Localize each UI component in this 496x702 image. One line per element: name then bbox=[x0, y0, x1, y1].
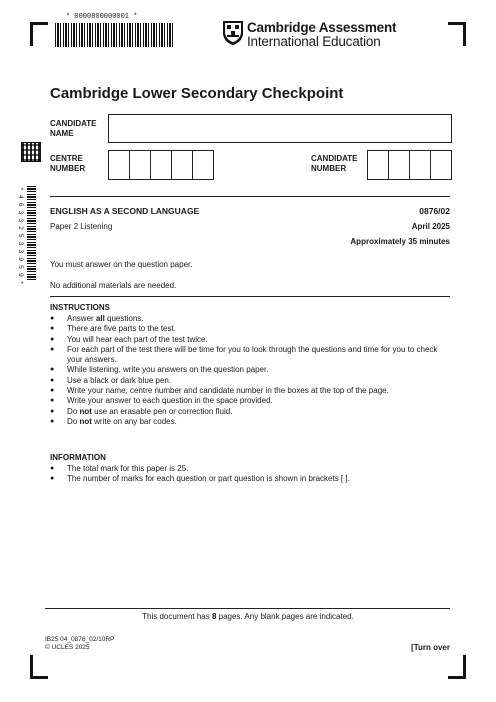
paper-code: 0876/02 bbox=[419, 206, 450, 216]
logo-line-2: International Education bbox=[247, 34, 381, 49]
page-count-pre: This document has bbox=[142, 612, 212, 621]
instruction-text: Write your answer to each question in the space provided. bbox=[67, 396, 273, 406]
instruction-emphasis: not bbox=[79, 406, 92, 416]
centre-number-label: CENTRE NUMBER bbox=[50, 154, 86, 173]
instruction-text: There are five parts to the test. bbox=[67, 324, 176, 334]
instruction-text: Do bbox=[67, 416, 80, 426]
instruction-emphasis: all bbox=[95, 314, 105, 323]
session: April 2025 bbox=[411, 222, 450, 231]
note-answer-on-paper: You must answer on the question paper. bbox=[50, 260, 193, 269]
candidate-number-box[interactable] bbox=[431, 151, 451, 179]
barcode-side bbox=[27, 186, 36, 280]
centre-number-box[interactable] bbox=[130, 151, 151, 179]
instruction-text: You will hear each part of the test twice. bbox=[67, 334, 208, 344]
instruction-text: For each part of the test there will be time for you to look through the questions and time for you to check your answers. bbox=[67, 344, 438, 365]
candidate-number-box[interactable] bbox=[368, 151, 389, 179]
instruction-item bbox=[50, 335, 440, 345]
instruction-text: While listening, write you answers on the question paper. bbox=[67, 365, 269, 375]
instructions-heading: INSTRUCTIONS bbox=[50, 303, 110, 312]
turn-over: [Turn over bbox=[411, 643, 450, 652]
candidate-number-box[interactable] bbox=[389, 151, 410, 179]
instruction-item bbox=[50, 314, 440, 324]
candidate-number-label: CANDIDATE NUMBER bbox=[311, 154, 358, 173]
instruction-text: Use a black or dark blue pen. bbox=[67, 375, 172, 385]
page-title: Cambridge Lower Secondary Checkpoint bbox=[50, 85, 344, 102]
barcode-number: * 0000800000001 * bbox=[66, 13, 138, 21]
candidate-name-label: CANDIDATE NAME bbox=[50, 119, 97, 138]
candidate-number-boxes[interactable] bbox=[367, 150, 452, 180]
centre-number-boxes[interactable] bbox=[108, 150, 214, 180]
document-ref: IB25 04_0876_02/10RP bbox=[45, 636, 115, 643]
centre-number-box[interactable] bbox=[151, 151, 172, 179]
instruction-text-end: write on any bar codes. bbox=[91, 416, 177, 426]
divider-mid bbox=[50, 296, 450, 297]
instruction-text-end: questions. bbox=[104, 314, 144, 323]
corner-mark-top-left bbox=[30, 22, 33, 46]
crest-icon bbox=[222, 20, 244, 46]
instructions-list bbox=[50, 314, 440, 427]
page-count-post: pages. Any blank pages are indicated. bbox=[216, 612, 354, 621]
subject: ENGLISH AS A SECOND LANGUAGE bbox=[50, 206, 200, 216]
corner-mark-bottom-left-h bbox=[30, 676, 48, 679]
instruction-item bbox=[50, 365, 440, 375]
instruction-item bbox=[50, 396, 440, 406]
centre-number-box[interactable] bbox=[193, 151, 213, 179]
page-count bbox=[0, 612, 496, 621]
barcode-top bbox=[55, 23, 173, 47]
instruction-text-end: use an erasable pen or correction fluid. bbox=[91, 406, 233, 416]
centre-number-box[interactable] bbox=[109, 151, 130, 179]
information-list bbox=[50, 464, 440, 485]
divider-top bbox=[50, 196, 450, 197]
logo-line-1: Cambridge Assessment bbox=[247, 20, 397, 35]
information-heading: INFORMATION bbox=[50, 453, 106, 462]
instruction-emphasis: not bbox=[79, 416, 92, 426]
instruction-text: Write your name, centre number and candidate number in the boxes at the top of the page. bbox=[67, 386, 389, 396]
instruction-item bbox=[50, 407, 440, 417]
copyright: © UCLES 2025 bbox=[45, 644, 90, 651]
centre-number-box[interactable] bbox=[172, 151, 193, 179]
candidate-name-field[interactable] bbox=[108, 114, 452, 143]
instruction-item bbox=[50, 417, 440, 427]
information-item: ● The number of marks for each question or part question is shown in brackets [ ]. bbox=[50, 474, 440, 484]
instruction-item bbox=[50, 386, 440, 396]
qr-code bbox=[22, 143, 40, 161]
corner-mark-top-right bbox=[463, 22, 466, 46]
corner-mark-top-left-h bbox=[30, 22, 48, 25]
page-count-number: 8 bbox=[211, 612, 217, 621]
instruction-text: Answer bbox=[67, 314, 96, 323]
instruction-text: Do bbox=[67, 406, 80, 416]
corner-mark-top-right-h bbox=[448, 22, 466, 25]
divider-footer bbox=[45, 608, 450, 609]
duration: Approximately 35 minutes bbox=[350, 237, 450, 246]
information-item: ● The total mark for this paper is 25. bbox=[50, 464, 440, 474]
instruction-item bbox=[50, 345, 440, 366]
candidate-number-box[interactable] bbox=[410, 151, 431, 179]
side-barcode-number: * 4 6 3 3 2 5 3 3 9 5 9 * bbox=[17, 187, 24, 285]
note-no-materials: No additional materials are needed. bbox=[50, 281, 177, 290]
paper-name: Paper 2 Listening bbox=[50, 222, 113, 231]
instruction-item bbox=[50, 376, 440, 386]
corner-mark-bottom-right-h bbox=[448, 676, 466, 679]
instruction-item bbox=[50, 324, 440, 334]
